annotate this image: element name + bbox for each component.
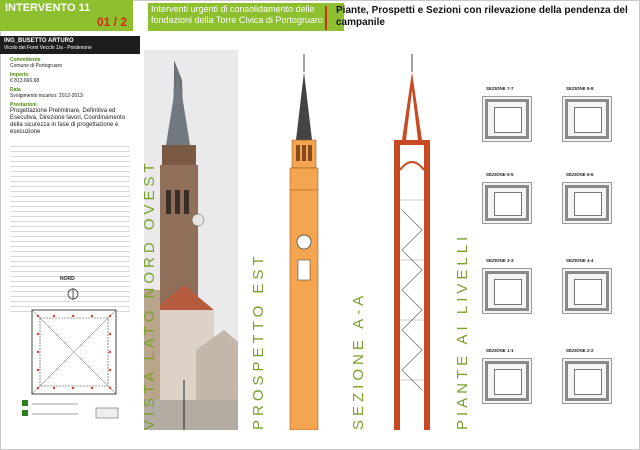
plan-6 <box>562 182 612 224</box>
plan-label-2: SEZIONE 2-2 <box>566 348 594 353</box>
designer-name: ING_BUSETTO ARTURO <box>4 38 74 44</box>
services-value: Progettazione Preliminare, Definitiva ed Esecutiva, Direzione lavori, Coordinamento della sicurezza in fase di progettazione e esecuzione <box>10 108 126 135</box>
plan-label-5: SEZIONE 5-5 <box>486 172 514 177</box>
label-sezione: SEZIONE A-A <box>350 291 367 430</box>
project-subtitle: Interventi urgenti di consolidamento delle fondazioni della Torre Civica di Portogruaro <box>148 3 344 31</box>
tower-photo-svg <box>144 50 238 430</box>
label-prospetto: PROSPETTO EST <box>250 252 267 430</box>
plan-1 <box>482 358 532 404</box>
plan-label-4: SEZIONE 4-4 <box>566 258 594 263</box>
plan-label-6: SEZIONE 6-6 <box>566 172 594 177</box>
label-vista: VISTA LATO NORD OVEST <box>141 159 158 430</box>
header-divider <box>325 6 327 30</box>
intervention-number: INTERVENTO 11 <box>5 2 91 14</box>
designer-address: Vicolo dei Forni Vecchi 1/a - Pordenone <box>4 45 92 51</box>
label-piante: PIANTE AI LIVELLI <box>454 232 471 430</box>
sheet-title: Piante, Prospetti e Sezioni con rilevazione della pendenza del campanile <box>336 5 628 28</box>
foundation-plan-svg <box>18 276 128 426</box>
plan-2 <box>562 358 612 404</box>
designer-bar <box>0 36 140 54</box>
plan-label-7: SEZIONE 7-7 <box>486 86 514 91</box>
amount-value: € 813.666,68 <box>10 78 40 84</box>
project-info-column <box>0 36 140 446</box>
north-label: NORD <box>60 276 75 282</box>
plan-3 <box>482 268 532 314</box>
tower-photo <box>144 50 238 430</box>
intervention-tag <box>0 0 133 31</box>
section-aa <box>378 50 446 430</box>
section-aa-svg <box>378 50 446 430</box>
amount-label: Importo <box>10 72 29 78</box>
east-elevation-svg <box>272 50 338 430</box>
services-label: Prestazioni <box>10 102 37 108</box>
plan-label-8: SEZIONE 8-8 <box>566 86 594 91</box>
client-label: Committente <box>10 57 41 63</box>
floor-plans <box>470 86 634 436</box>
plan-4 <box>562 268 612 314</box>
page-number: 01 / 2 <box>96 15 127 29</box>
plan-8 <box>562 96 612 142</box>
foundation-plan-drawing <box>18 276 128 426</box>
plan-5 <box>482 182 532 224</box>
east-elevation <box>272 50 338 430</box>
client-value: Comune di Portogruaro <box>10 63 62 69</box>
date-label: Data <box>10 87 21 93</box>
plan-7 <box>482 96 532 142</box>
date-value: Svolgimento incarico: 2012-2013 <box>10 93 83 99</box>
plan-label-3: SEZIONE 3-3 <box>486 258 514 263</box>
plan-label-1: SEZIONE 1-1 <box>486 348 514 353</box>
